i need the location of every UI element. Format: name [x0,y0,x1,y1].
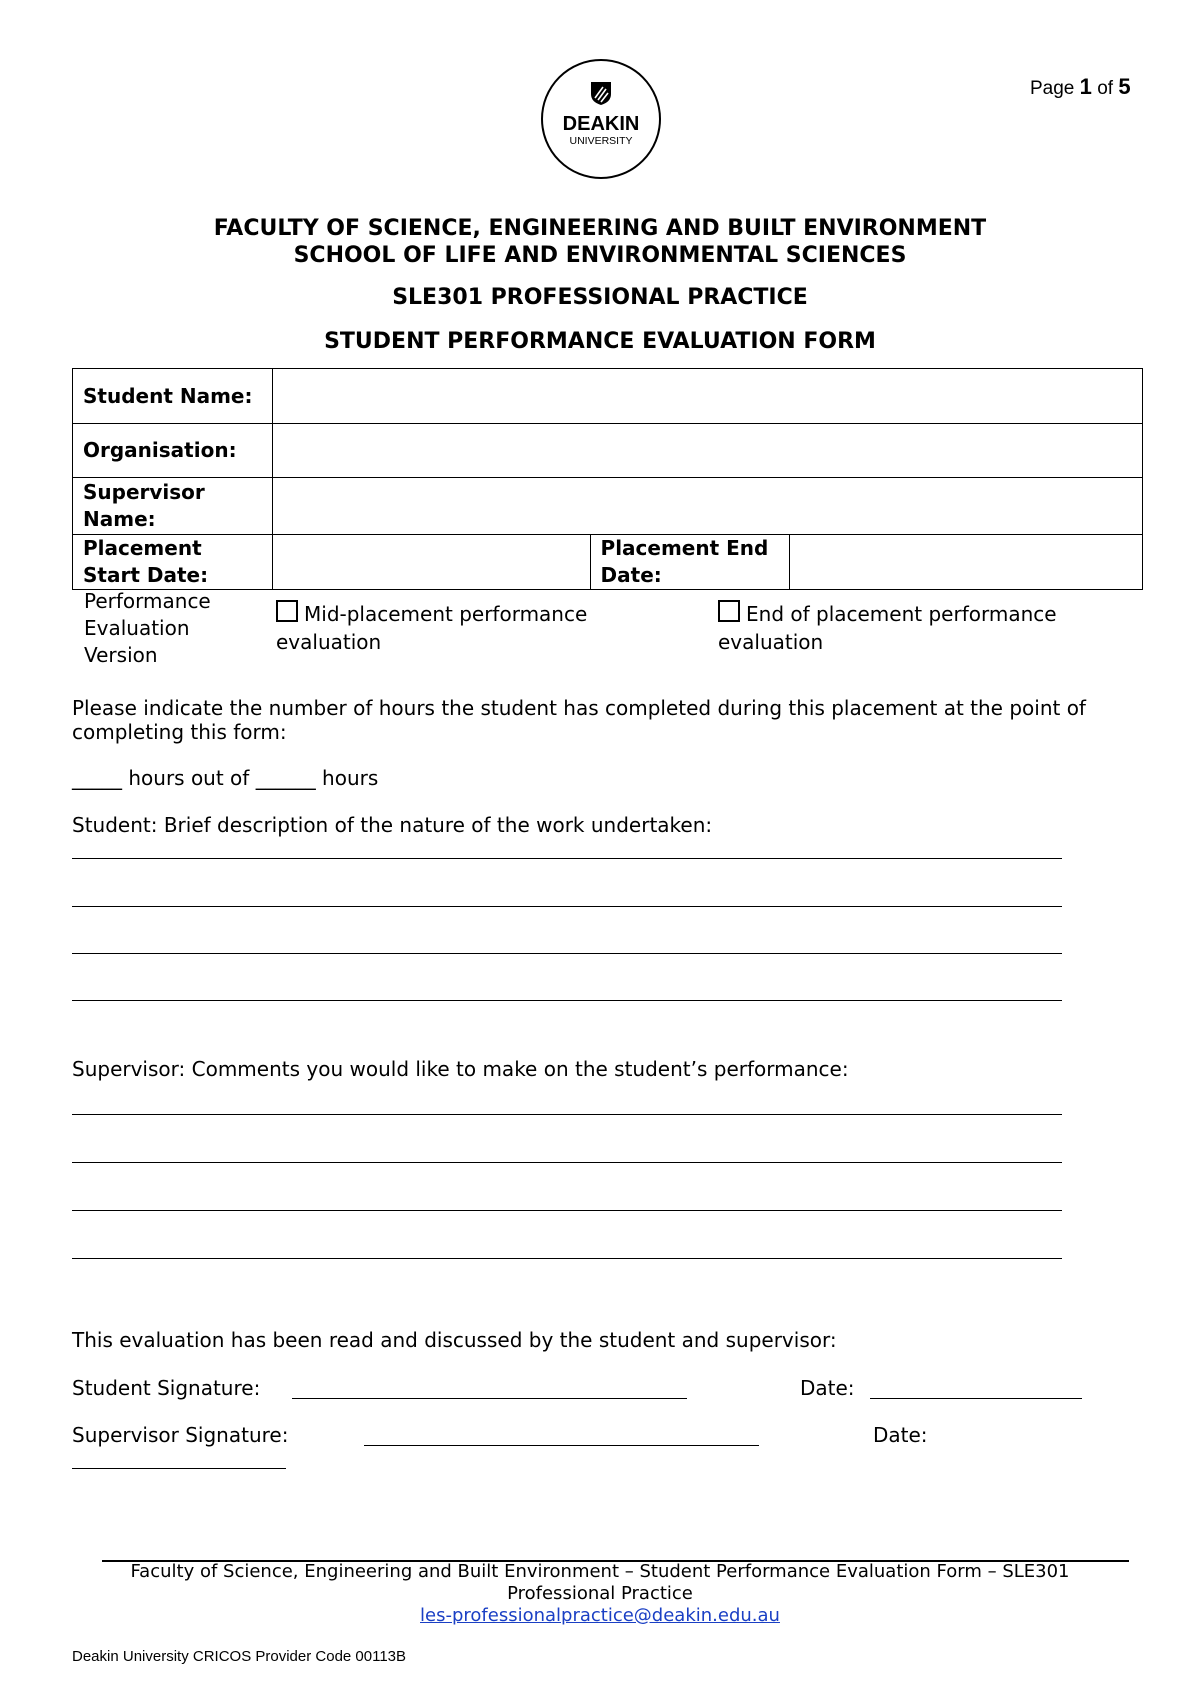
supervisor-comments-line[interactable] [72,1210,1062,1211]
footer-text [100,1561,1100,1627]
student-name-field[interactable] [272,369,1142,424]
student-date-line[interactable] [870,1398,1082,1399]
supervisor-comments-prefix: Supervisor: [72,1057,186,1081]
hours-instruction: Please indicate the number of hours the student has completed during this placement at the point of completing this form: [72,696,1086,744]
form-title: STUDENT PERFORMANCE EVALUATION FORM [324,329,876,354]
mid-placement-checkbox[interactable] [276,600,298,622]
table-row [73,424,1143,478]
cricos-code: Deakin University CRICOS Provider Code 00113B [72,1648,407,1665]
hours-completed-blank[interactable]: _____ [72,766,122,790]
logo-wordmark: DEAKIN [562,113,640,135]
supervisor-date-label: Date: [873,1423,928,1447]
student-name-label: Student Name: [73,369,273,424]
student-description-label: Student: Brief description of the nature of the work undertaken: [72,813,713,837]
evaluation-version-label: Performance Evaluation Version [84,589,211,667]
logo-subtitle: UNIVERSITY [569,135,633,147]
unit-heading: SLE301 PROFESSIONAL PRACTICE [392,285,808,310]
placement-start-label: Placement Start Date: [73,535,273,590]
student-description-line[interactable] [72,858,1062,859]
student-info-table [72,368,1143,590]
table-row [73,535,1143,590]
signoff-statement: This evaluation has been read and discussed by the student and supervisor: [72,1328,837,1352]
student-description-line[interactable] [72,906,1062,907]
footer-line-1: Faculty of Science, Engineering and Built Environment – Student Performance Evaluation Form – SLE301 [130,1561,1070,1582]
organisation-label: Organisation: [73,424,273,478]
deakin-logo [540,58,662,180]
hours-line [72,766,378,790]
end-placement-checkbox[interactable] [718,600,740,622]
table-row [73,478,1143,535]
end-placement-option[interactable] [718,600,1098,656]
organisation-field[interactable] [272,424,1142,478]
student-signature-label: Student Signature: [72,1376,261,1400]
supervisor-comments-line[interactable] [72,1162,1062,1163]
page-prefix: Page [1030,78,1075,99]
supervisor-name-field[interactable] [272,478,1142,535]
placement-end-field[interactable] [790,535,1143,590]
faculty-heading: FACULTY OF SCIENCE, ENGINEERING AND BUILT ENVIRONMENT [213,216,987,241]
page-total: 5 [1118,74,1131,99]
school-heading: SCHOOL OF LIFE AND ENVIRONMENTAL SCIENCES [293,243,907,268]
hours-total-blank[interactable]: ______ [255,766,316,790]
page-sep: of [1097,78,1114,99]
student-description-line[interactable] [72,953,1062,954]
mid-placement-label: Mid-placement performance evaluation [276,602,588,654]
supervisor-signature-line[interactable] [364,1445,759,1446]
supervisor-date-line[interactable] [72,1468,286,1469]
footer-email-link[interactable]: les-professionalpractice@deakin.edu.au [420,1605,780,1626]
placement-start-field[interactable] [272,535,590,590]
supervisor-comments-label [72,1057,849,1081]
page-number [1030,74,1131,100]
student-description-line[interactable] [72,1000,1062,1001]
mid-placement-option[interactable] [276,600,626,656]
supervisor-comments-text: Comments you would like to make on the student’s performance: [185,1057,849,1081]
supervisor-name-label: Supervisor Name: [73,478,273,535]
page-current: 1 [1079,74,1092,99]
footer-line-2: Professional Practice [507,1583,693,1604]
student-date-label: Date: [800,1376,855,1400]
end-placement-label: End of placement performance evaluation [718,602,1057,654]
hours-text-1: hours out of [122,766,256,790]
placement-end-label: Placement End Date: [590,535,790,590]
supervisor-comments-line[interactable] [72,1258,1062,1259]
supervisor-signature-label: Supervisor Signature: [72,1423,289,1447]
table-row [73,369,1143,424]
supervisor-comments-line[interactable] [72,1114,1062,1115]
hours-text-2: hours [315,766,379,790]
student-signature-line[interactable] [292,1398,687,1399]
